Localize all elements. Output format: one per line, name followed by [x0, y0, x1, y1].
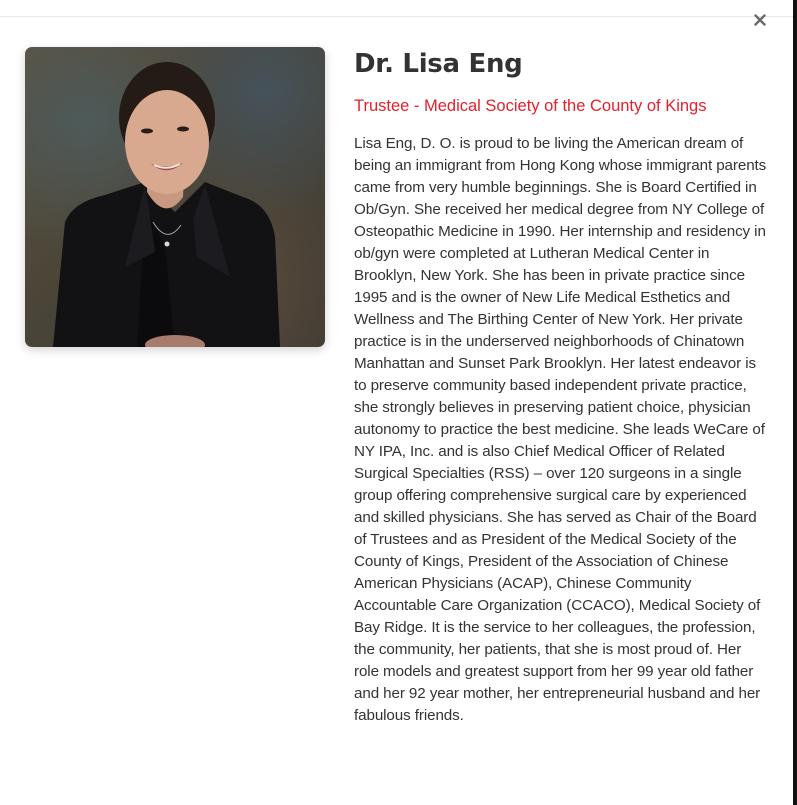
- page-edge: [793, 0, 797, 805]
- profile-role: Trustee - Medical Society of the County of Kings: [354, 97, 707, 115]
- profile-name: Dr. Lisa Eng: [354, 49, 523, 79]
- header-divider: [0, 16, 793, 17]
- profile-info: [354, 46, 770, 727]
- profile-photo: [25, 47, 325, 347]
- close-button[interactable]: [750, 10, 770, 30]
- profile-bio: Lisa Eng, D. O. is proud to be living the American dream of being an immigrant from Hong Kong whose immigrant parents came from very humble beginnings. She is Board Certified in Ob/Gyn. She received her medical degree from NY College of Osteopathic Medicine in 1990. Her internship and residency in ob/gyn were completed at Lutheran Medical Center in Brooklyn, New York. She has been in private practice since 1995 and is the owner of New Life Medical Esthetics and Wellness and The Birthing Center of New York. Her private practice is in the underserved neighborhoods of Chinatown Manhattan and Sunset Park Brooklyn. Her latest endeavor is to preserve community based independent private practice, she strongly believes in preserving patient choice, physician autonomy to practice the best medicine. She leads WeCare of NY IPA, Inc. and is also Chief Medical Officer of Related Surgical Specialties (RSS) – over 120 surgeons in a single group offering comprehensive surgical care by experienced and skilled physicians. She has served as Chair of the Board of Trustees and as President of the Medical Society of the County of Kings, President of the Association of Chinese American Physicians (ACAP), Chinese Community Accountable Care Organization (CCACO), Medical Society of Bay Ridge. It is the service to her colleagues, the profession, the community, her patients, that she is most proud of. Her role models and greatest support from her 99 year old father and her 92 year mother, her entrepreneurial husband and her fabulous friends.: [354, 135, 767, 724]
- close-icon: [754, 14, 766, 26]
- portrait-image: [25, 47, 325, 347]
